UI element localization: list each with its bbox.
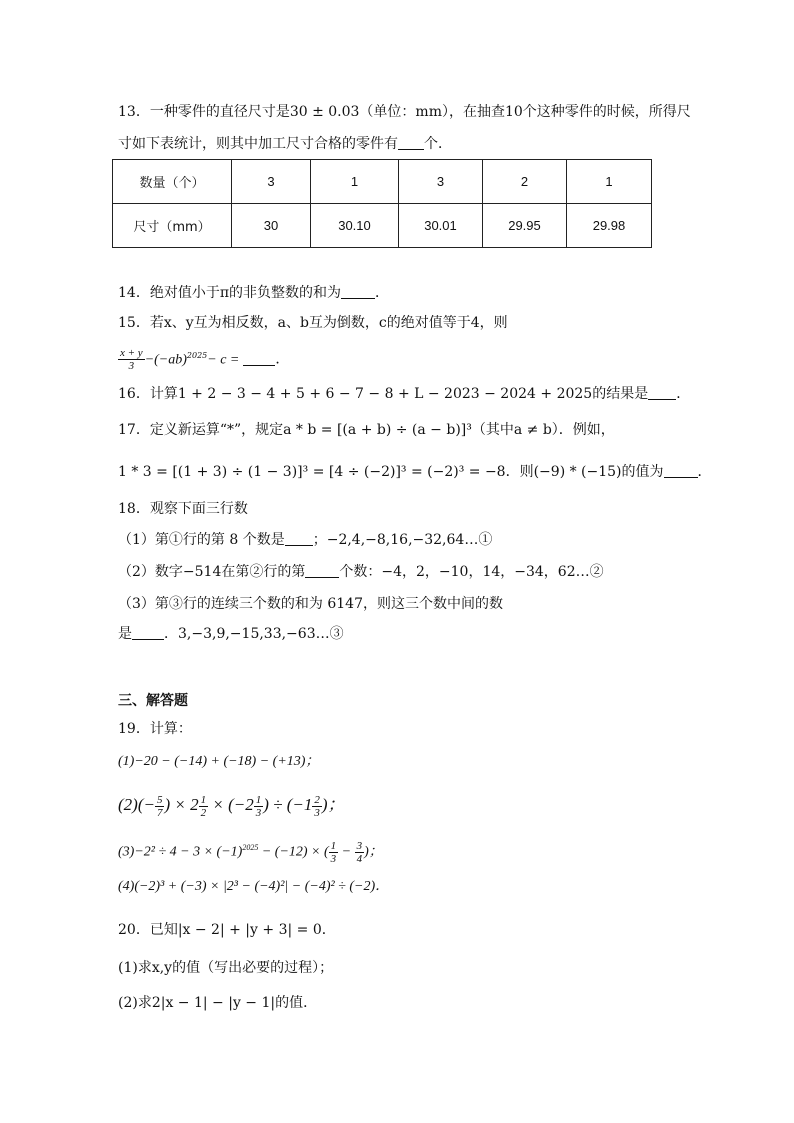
answer-blank[interactable] — [398, 135, 424, 150]
table-cell: 30 — [232, 204, 311, 248]
q18-title: 18．观察下面三行数 — [118, 501, 248, 517]
fraction: $\frac{1}{3}$ — [255, 794, 262, 820]
q15-expression: $\frac{x + y}{3}$ $-(-ab)^{2025}- c$ = ． — [120, 347, 290, 373]
q17-text-line2 — [118, 462, 712, 482]
q14-text-pre: 14．绝对值小于π的非负整数的和为 — [118, 285, 342, 301]
table-row — [113, 160, 652, 204]
q17-text-line1: 17．定义新运算“*”，规定a * b = [(a + b) ÷ (a − b)]³（其中a ≠ b）．例如， — [118, 422, 615, 438]
fraction: $\frac{5}{7}$ — [156, 794, 163, 820]
q18-part1: （1）第①行的第 8 个数是 ；−2,4,−8,16,−32,64…① — [118, 532, 493, 548]
table-cell: 3 — [232, 160, 311, 204]
q19-part1: (1)−20 − (−14) + (−18) − (+13)； — [118, 754, 320, 769]
fraction: $\frac{3}{4}$ — [356, 839, 363, 865]
q19-title: 19．计算： — [118, 721, 192, 737]
table-cell: 1 — [311, 160, 399, 204]
size-table — [112, 159, 652, 248]
q14-text-post: ． — [375, 285, 390, 301]
fraction: $\frac{1}{3}$ — [330, 839, 337, 865]
q14-text — [118, 283, 389, 303]
q15-text-line1: 15．若x、y互为相反数，a、b互为倒数，c的绝对值等于4，则 — [118, 315, 508, 331]
table-cell: 30.10 — [311, 204, 399, 248]
table-cell: 29.98 — [567, 204, 652, 248]
table-row — [113, 204, 652, 248]
q19-part2: (2)(− $\frac{5}{7}$ ) × 2 $\frac{1}{2}$ × (−2 $\frac{1}{3}$ ) ÷ (−1 $\frac{2}{3}$ )； — [118, 794, 345, 820]
answer-blank[interactable] — [648, 385, 676, 400]
table-cell: 1 — [567, 160, 652, 204]
answer-blank[interactable] — [285, 531, 313, 546]
answer-blank[interactable] — [341, 284, 375, 299]
answer-blank[interactable] — [305, 563, 339, 578]
section-heading: 三、解答题 — [118, 693, 188, 709]
answer-blank[interactable] — [664, 463, 698, 478]
q13-text-pre: 寸如下表统计，则其中加工尺寸合格的零件有 — [118, 136, 398, 152]
q16-text — [118, 384, 690, 404]
table-cell: 数量（个） — [113, 160, 232, 204]
table-cell: 2 — [483, 160, 567, 204]
q16-text-pre: 16．计算1 + 2 − 3 − 4 + 5 + 6 − 7 − 8 + L − 2023 − 2024 + 2025的结果是 — [118, 386, 649, 402]
q13-text-line1: 13．一种零件的直径尺寸是30 ± 0.03（单位：mm），在抽查10个这种零件的时候，所得尺 — [118, 104, 691, 120]
q20-part1: (1)求x,y的值（写出必要的过程）； — [118, 960, 334, 976]
answer-blank[interactable] — [132, 625, 164, 640]
q13-text-line2 — [118, 134, 452, 154]
q18-part2: （2）数字−514在第②行的第 个数：−4，2，−10，14，−34，62…② — [118, 564, 604, 580]
q18-part3-line1: （3）第③行的连续三个数的和为 6147，则这三个数中间的数 — [118, 596, 503, 612]
fraction: $\frac{2}{3}$ — [314, 794, 320, 820]
q17-text-post: ． — [697, 464, 712, 480]
q13-text-post: 个． — [424, 136, 452, 152]
answer-blank[interactable] — [243, 351, 275, 366]
table-cell: 29.95 — [483, 204, 567, 248]
table-cell: 30.01 — [399, 204, 483, 248]
q16-text-post: ． — [676, 386, 691, 402]
table-cell: 3 — [399, 160, 483, 204]
fraction: $\frac{1}{2}$ — [200, 794, 207, 820]
q18-part3-line2: 是 ．3,−3,9,−15,33,−63…③ — [118, 626, 344, 642]
q20-title: 20．已知|x − 2| + |y + 3| = 0． — [118, 922, 336, 938]
q19-part4: (4)(−2)³ + (−3) × |2³ − (−4)²| − (−4)² ÷ (−2)． — [118, 879, 390, 894]
q19-part3: $(3)-2^2 \div 4 - 3 \times (-1)^{2025} - (-12)$ × ( $\frac{1}{3}$ − $\frac{3}{4}$ )； — [118, 839, 383, 865]
table-cell: 尺寸（mm） — [113, 204, 232, 248]
q17-text-pre: 1 * 3 = [(1 + 3) ÷ (1 − 3)]³ = [4 ÷ (−2)]³ = (−2)³ = −8．则(−9) * (−15)的值为 — [118, 464, 664, 480]
fraction: $\frac{x + y}{3}$ — [120, 347, 143, 373]
q20-part2: (2)求2|x − 1| − |y − 1|的值． — [118, 995, 318, 1011]
